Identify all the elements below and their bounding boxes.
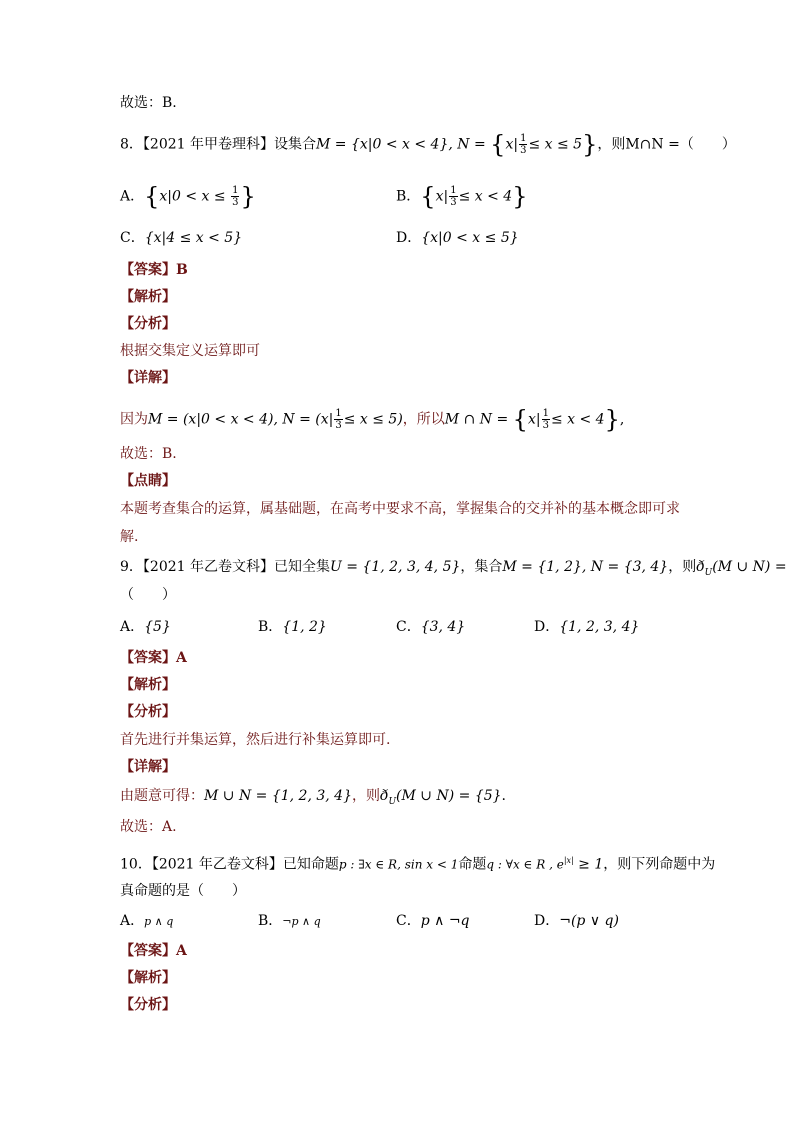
analysis-text: 根据交集定义运算即可 [120, 343, 260, 359]
answer-label: 【答案】A [120, 943, 187, 959]
fraction-one-third: $\frac{1}{3}$ [232, 185, 239, 208]
brace-close: } [582, 130, 598, 159]
guxuan-top: 故选：B. [120, 95, 177, 111]
comment-text-line-2: 解. [120, 529, 139, 545]
detail-label: 【详解】 [120, 759, 176, 775]
q10-option-b: B．¬p ∧ q [258, 913, 321, 929]
q9-option-b: B．{1, 2} [258, 619, 327, 635]
answer-label: 【答案】B [120, 262, 188, 278]
question-8-stem [120, 130, 736, 159]
analysis-label: 【解析】 [120, 970, 176, 986]
q8-option-d: D．{x|0 < x ≤ 5} [396, 230, 519, 246]
comment-text-line-1: 本题考查集合的运算，属基础题，在高考中要求不高，掌握集合的交并补的基本概念即可求 [120, 501, 680, 517]
detail-text: 因为M = (x|0 < x < 4), N = (x| $\frac{1}{3}$ ≤ x ≤ 5)，所以M ∩ N = {x| $\frac{1}{3}$ ≤ x < 4}, [120, 405, 625, 434]
question-9-paren: （ ） [120, 587, 176, 603]
q9-option-a: A．{5} [120, 619, 171, 635]
conclusion-text: 故选：A. [120, 819, 177, 835]
q10-option-a: A．p ∧ q [120, 913, 174, 929]
fraction-one-third: $\frac{1}{3}$ [520, 133, 527, 156]
q8-option-b: B．{x| $\frac{1}{3}$ ≤ x < 4} [396, 182, 528, 211]
q8-math-n: x| [505, 136, 519, 153]
answer-label: 【答案】A [120, 650, 187, 666]
q9-option-c: C．{3, 4} [396, 619, 466, 635]
q8-option-c: C．{x|4 ≤ x < 5} [120, 230, 243, 246]
question-10-stem: 10．【2021 年乙卷文科】已知命题p : ∃x ∈ R, sin x < 1命题q : ∀x ∈ R , $e^{|x|} \ge 1$，则下列命题中为 [120, 856, 716, 873]
q10-option-d: D．¬(p ∨ q) [534, 913, 619, 929]
q8-option-a: A．{x|0 < x ≤ $\frac{1}{3}$ } [120, 182, 256, 211]
fraction-one-third: $\frac{1}{3}$ [450, 185, 457, 208]
comment-label: 【点睛】 [120, 473, 176, 489]
analysis-sub-label: 【分析】 [120, 704, 176, 720]
q8-head: 8．【2021 年甲卷理科】设集合 [120, 136, 316, 153]
q8-math-n-tail: ≤ x ≤ 5 [528, 136, 583, 153]
conclusion-text: 故选：B. [120, 446, 177, 462]
analysis-sub-label: 【分析】 [120, 316, 176, 332]
q8-math-m: M = {x|0 < x < 4}, N = [316, 136, 491, 153]
analysis-text: 首先进行并集运算，然后进行补集运算即可. [120, 732, 391, 748]
question-9-stem: 9．【2021 年乙卷文科】已知全集U = {1, 2, 3, 4, 5}，集合M = {1, 2}, N = {3, 4}，则$ð_U(M$ ∪ N) = [120, 559, 787, 578]
detail-label: 【详解】 [120, 370, 176, 386]
analysis-label: 【解析】 [120, 289, 176, 305]
brace-open: { [490, 130, 506, 159]
analysis-label: 【解析】 [120, 677, 176, 693]
q8-tail: ，则M∩N =（ ） [597, 136, 736, 153]
fraction-one-third: $\frac{1}{3}$ [542, 408, 549, 431]
question-10-line-2: 真命题的是（ ） [120, 883, 246, 899]
fraction-one-third: $\frac{1}{3}$ [335, 408, 342, 431]
analysis-sub-label: 【分析】 [120, 997, 176, 1013]
q9-option-d: D．{1, 2, 3, 4} [534, 619, 640, 635]
detail-text: 由题意可得：M ∪ N = {1, 2, 3, 4}，则$ð_U(M$ ∪ N) = {5}. [120, 788, 506, 807]
q10-option-c: C．p ∧ ¬q [396, 913, 470, 929]
